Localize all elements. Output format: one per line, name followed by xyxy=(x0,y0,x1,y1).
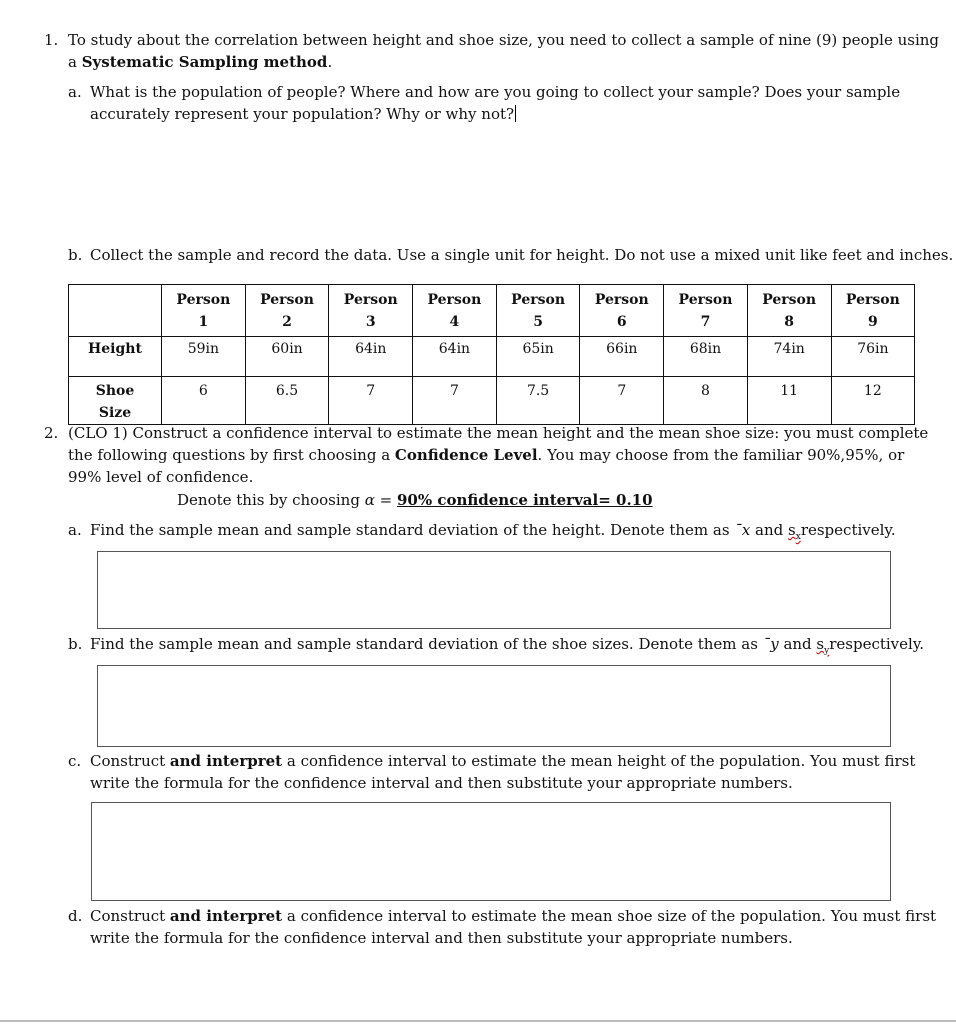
q1b-letter: b. xyxy=(68,246,83,264)
q2a-text: Find the sample mean and sample standard deviation of the height. Denote them as ¯x and $s_xrespectively$. xyxy=(90,521,896,542)
shoe-size-cell: 7 xyxy=(580,377,664,425)
height-row xyxy=(69,337,915,377)
person-header: Person 3 xyxy=(329,285,413,337)
answer-box-2c[interactable] xyxy=(91,802,891,901)
person-header: Person 5 xyxy=(496,285,580,337)
q2a-letter: a. xyxy=(68,521,82,539)
height-cell: 60in xyxy=(245,337,329,377)
q2c-text-line1: Construct and interpret a confidence interval to estimate the mean height of the population. You must first xyxy=(90,752,916,770)
shoe-size-cell: 12 xyxy=(831,377,915,425)
person-header: Person 7 xyxy=(664,285,748,337)
q1-number: 1. xyxy=(44,31,59,49)
shoe-size-cell: 6 xyxy=(162,377,246,425)
q2-denote-line: Denote this by choosing α = 90% confidence interval= 0.10 xyxy=(177,491,653,509)
shoe-size-label: Shoe Size xyxy=(69,377,162,425)
shoe-size-cell: 7 xyxy=(329,377,413,425)
table-corner-cell xyxy=(69,285,162,337)
height-label: Height xyxy=(69,337,162,377)
answer-box-2a[interactable] xyxy=(97,551,891,629)
answer-box-2b[interactable] xyxy=(97,665,891,747)
height-cell: 59in xyxy=(162,337,246,377)
shoe-size-cell: 7 xyxy=(413,377,497,425)
q1a-text-line1: What is the population of people? Where and how are you going to collect your sample? Does your sample xyxy=(90,83,901,101)
q2-text-line2: the following questions by first choosing a Confidence Level. You may choose from the familiar 90%,95%, or xyxy=(68,446,905,464)
q1a-letter: a. xyxy=(68,83,82,101)
height-cell: 64in xyxy=(329,337,413,377)
q2-text-line1: (CLO 1) Construct a confidence interval to estimate the mean height and the mean shoe size: you must complete xyxy=(68,424,929,442)
person-header: Person 1 xyxy=(162,285,246,337)
data-table xyxy=(68,284,915,425)
text-cursor xyxy=(515,105,516,122)
q1-text-line1: To study about the correlation between height and shoe size, you need to collect a sample of nine (9) people using xyxy=(68,31,940,49)
height-cell: 64in xyxy=(413,337,497,377)
q2c-text-line2: write the formula for the confidence interval and then substitute your appropriate numbers. xyxy=(90,774,793,792)
q1a-text-line2[interactable]: accurately represent your population? Why or why not? xyxy=(90,105,515,123)
shoe-size-cell: 7.5 xyxy=(496,377,580,425)
person-header: Person 4 xyxy=(413,285,497,337)
q1b-text: Collect the sample and record the data. Use a single unit for height. Do not use a mixed unit like feet and inches. xyxy=(90,246,954,264)
person-header: Person 2 xyxy=(245,285,329,337)
q2-number: 2. xyxy=(44,424,59,442)
height-cell: 74in xyxy=(747,337,831,377)
confidence-level-term: Confidence Level xyxy=(394,446,538,464)
shoe-size-cell: 8 xyxy=(664,377,748,425)
shoe-size-cell: 6.5 xyxy=(245,377,329,425)
confidence-choice: 90% confidence interval= 0.10 xyxy=(396,491,653,509)
person-header: Person 8 xyxy=(747,285,831,337)
q2-text-line3: 99% level of confidence. xyxy=(68,468,254,486)
table-header-row xyxy=(69,285,915,337)
q1-text-line2: a Systematic Sampling method. xyxy=(68,53,333,71)
q2b-letter: b. xyxy=(68,635,83,653)
q2c-letter: c. xyxy=(68,752,82,770)
page-bottom-divider xyxy=(0,1020,956,1022)
shoe-size-cell: 11 xyxy=(747,377,831,425)
height-cell: 76in xyxy=(831,337,915,377)
shoe-size-row xyxy=(69,377,915,425)
height-cell: 65in xyxy=(496,337,580,377)
person-header: Person 9 xyxy=(831,285,915,337)
systematic-sampling-term: Systematic Sampling method xyxy=(81,53,328,71)
height-cell: 68in xyxy=(664,337,748,377)
q2d-letter: d. xyxy=(68,907,83,925)
q2b-text: Find the sample mean and sample standard deviation of the shoe sizes. Denote them as ¯y and $s_yrespectively$. xyxy=(90,635,925,656)
q2d-text-line2: write the formula for the confidence interval and then substitute your appropriate numbers. xyxy=(90,929,793,947)
q2d-text-line1: Construct and interpret a confidence interval to estimate the mean shoe size of the population. You must first xyxy=(90,907,937,925)
height-cell: 66in xyxy=(580,337,664,377)
person-header: Person 6 xyxy=(580,285,664,337)
